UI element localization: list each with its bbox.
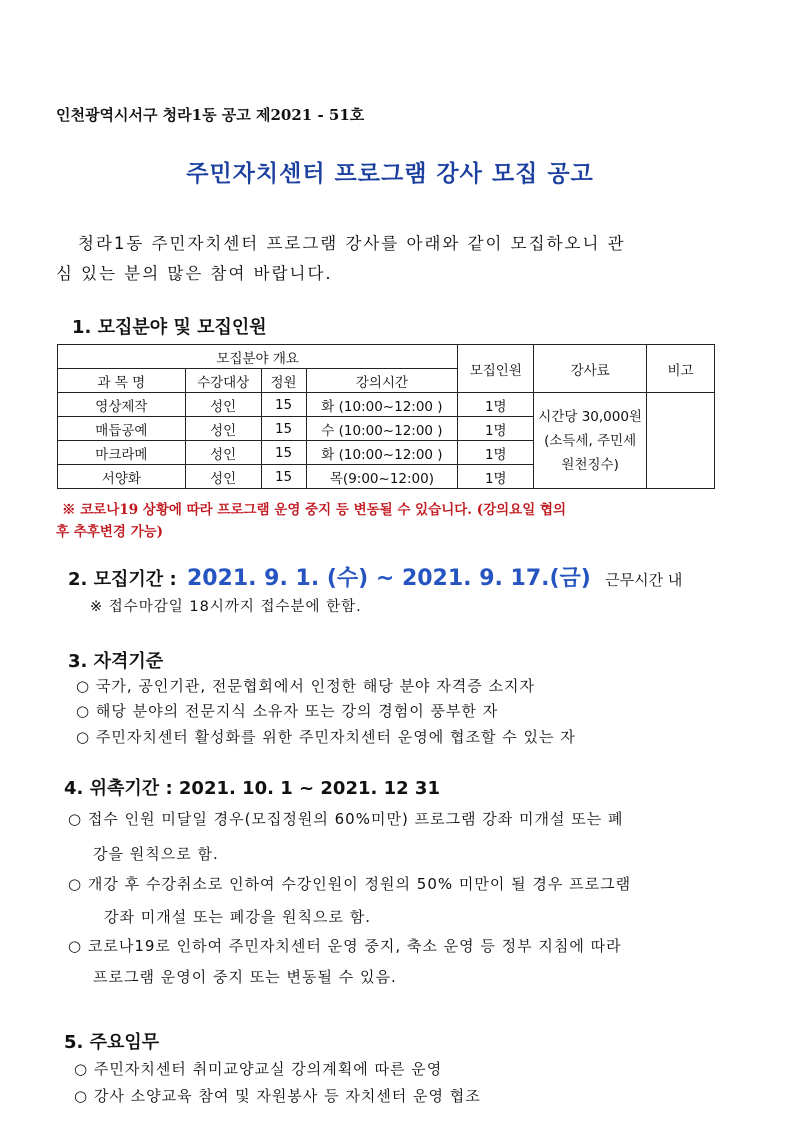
deadline-note: ※ 접수마감일 18시까지 접수분에 한함. [90,599,362,615]
fee-line-3: 원천징수) [561,456,619,473]
recruitment-table [57,344,715,489]
col-header-remarks: 비고 [647,345,715,393]
list-item: ○ 강사 소양교육 참여 및 자원봉사 등 자치센터 운영 협조 [74,1087,481,1105]
cell-time: 화 (10:00~12:00 ) [306,441,458,465]
section-3-heading: 3. 자격기준 [68,651,164,672]
cell-subject: 영상제작 [58,393,186,417]
intro-line-1: 청라1동 주민자치센터 프로그램 강사를 아래와 같이 모집하오니 관 [78,234,626,253]
list-item: ○ 해당 분야의 전문지식 소유자 또는 강의 경험이 풍부한 자 [76,702,499,720]
cell-remarks [647,393,715,489]
cell-capacity: 15 [261,441,306,465]
list-item: ○ 주민자치센터 취미교양교실 강의계획에 따른 운영 [74,1060,443,1078]
col-header-subject: 과 목 명 [58,369,186,393]
section-2-tail: 근무시간 내 [605,571,683,589]
list-item: ○ 주민자치센터 활성화를 위한 주민자치센터 운영에 협조할 수 있는 자 [76,728,576,746]
section-2-heading [68,561,682,592]
cell-capacity: 15 [261,465,306,489]
list-item-continuation: 강좌 미개설 또는 폐강을 원칙으로 함. [104,908,371,926]
table-group-header: 모집분야 개요 [58,345,458,369]
covid-note-line-2: 후 추후변경 가능) [56,524,164,540]
col-header-time: 강의시간 [306,369,458,393]
fee-line-2: (소득세, 주민세 [544,432,637,449]
cell-fee [534,393,647,489]
intro-line-2: 심 있는 분의 많은 참여 바랍니다. [56,264,333,283]
cell-time: 수 (10:00~12:00 ) [306,417,458,441]
list-item: ○ 코로나19로 인하여 주민자치센터 운영 중지, 축소 운영 등 정부 지침에 따라 [68,937,622,955]
col-header-target: 수강대상 [185,369,261,393]
list-item: ○ 개강 후 수강취소로 인하여 수강인원이 정원의 50% 미만이 될 경우 프로그램 [68,875,632,893]
cell-subject: 매듭공예 [58,417,186,441]
section-4-heading: 4. 위촉기간 : 2021. 10. 1 ~ 2021. 12 31 [64,778,440,799]
cell-target: 성인 [185,441,261,465]
list-item: ○ 국가, 공인기관, 전문협회에서 인정한 해당 분야 자격증 소지자 [76,677,536,695]
cell-subject: 마크라메 [58,441,186,465]
list-item-continuation: 강을 원칙으로 함. [93,845,219,863]
section-1-heading: 1. 모집분야 및 모집인원 [72,317,267,338]
covid-note-line-1: ※ 코로나19 상황에 따라 프로그램 운영 중지 등 변동될 수 있습니다. (강의요일 협의 [62,502,567,518]
cell-capacity: 15 [261,417,306,441]
list-item: ○ 접수 인원 미달일 경우(모집정원의 60%미만) 프로그램 강좌 미개설 또는 폐 [68,810,624,828]
col-header-capacity: 정원 [261,369,306,393]
cell-subject: 서양화 [58,465,186,489]
notice-number: 인천광역시서구 청라1동 공고 제2021 - 51호 [56,106,365,124]
cell-target: 성인 [185,465,261,489]
list-item-continuation: 프로그램 운영이 중지 또는 변동될 수 있음. [93,968,397,986]
cell-target: 성인 [185,417,261,441]
section-5-heading: 5. 주요임무 [64,1032,160,1053]
fee-line-1: 시간당 30,000원 [538,408,642,425]
section-2-label: 2. 모집기간 : [68,569,177,590]
cell-capacity: 15 [261,393,306,417]
cell-time: 화 (10:00~12:00 ) [306,393,458,417]
table-row [58,393,715,417]
cell-time: 목(9:00~12:00) [306,465,458,489]
col-header-recruits: 모집인원 [458,345,534,393]
cell-recruits: 1명 [458,393,534,417]
col-header-fee: 강사료 [534,345,647,393]
cell-recruits: 1명 [458,465,534,489]
recruitment-dates: 2021. 9. 1. (수) ~ 2021. 9. 17.(금) [186,566,591,591]
cell-recruits: 1명 [458,441,534,465]
cell-recruits: 1명 [458,417,534,441]
cell-target: 성인 [185,393,261,417]
page-title: 주민자치센터 프로그램 강사 모집 공고 [186,161,594,187]
